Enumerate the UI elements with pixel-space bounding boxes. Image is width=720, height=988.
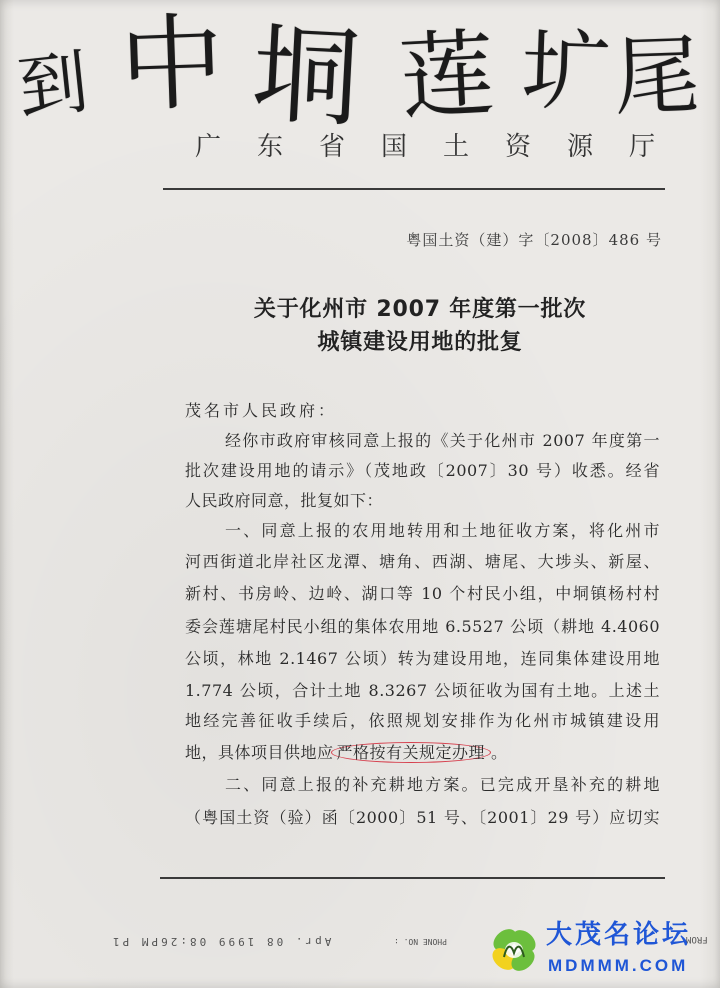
letterhead-agency: 广东省国土资源厅 [195,132,692,162]
body-line-text: 地，具体项目供地应 [185,743,334,762]
handwritten-char: 到 [13,40,93,130]
title-line: 城镇建设用地的批复 [317,330,523,355]
handwritten-char: 中 [117,1,227,127]
watermark-domain: MDMMM.COM [548,956,689,975]
body-line: 人民政府同意，批复如下： [185,491,384,510]
handwritten-char: 尾 [612,25,702,129]
fax-phone-label: PHONE NO. : [394,937,447,946]
flower-logo-icon [486,922,542,978]
watermark-site-name: 大茂名论坛 [546,920,692,950]
handwritten-char: 垌 [248,12,364,143]
letterhead-divider [163,188,665,190]
body-line: 1.774 公顷，合计土地 8.3267 公顷征收为国有土地。上述土 [185,681,660,700]
pen-circled-phrase: 严格按有关规定办理 [331,742,492,763]
body-line: 公顷，林地 2.1467 公顷）转为建设用地，连同集体建设用地 [185,649,660,668]
body-line: 一、同意上报的农用地转用和土地征收方案，将化州市 [225,521,660,540]
body-line: 二、同意上报的补充耕地方案。已完成开垦补充的耕地 [225,775,660,794]
handwritten-char: 圹 [520,18,612,125]
body-line: 新村、书房岭、边岭、湖口等 10 个村民小组，中垌镇杨村村 [185,584,660,603]
body-line: 批次建设用地的请示》（茂地政〔2007〕30 号）收悉。经省 [185,461,660,480]
handwritten-char: 莲 [397,19,497,134]
title-line: 关于化州市 2007 年度第一批次 [253,297,587,322]
fax-from-label: FROM [686,934,708,944]
body-line: 河西街道北岸社区龙潭、塘角、西湖、塘尾、大埗头、新屋、 [185,552,660,571]
body-line: 委会莲塘尾村民小组的集体农用地 6.5527 公顷（耕地 4.4060 [185,617,660,636]
body-line: 经你市政府审核同意上报的《关于化州市 2007 年度第一 [225,431,660,450]
footer-divider [160,877,665,879]
body-line-text: 。 [491,743,508,762]
fax-timestamp: Apr. 08 1999 08:26PM P1 [110,935,332,948]
addressee: 茂名市人民政府： [185,401,338,420]
document-title [170,297,670,356]
body-line [185,742,660,764]
document-number: 粤国土资（建）字〔2008〕486 号 [406,231,662,249]
body-line: （粤国土资（验）函〔2000〕51 号、〔2001〕29 号）应切实 [185,808,660,827]
body-line: 地经完善征收手续后，依照规划安排作为化州市城镇建设用 [185,711,660,730]
